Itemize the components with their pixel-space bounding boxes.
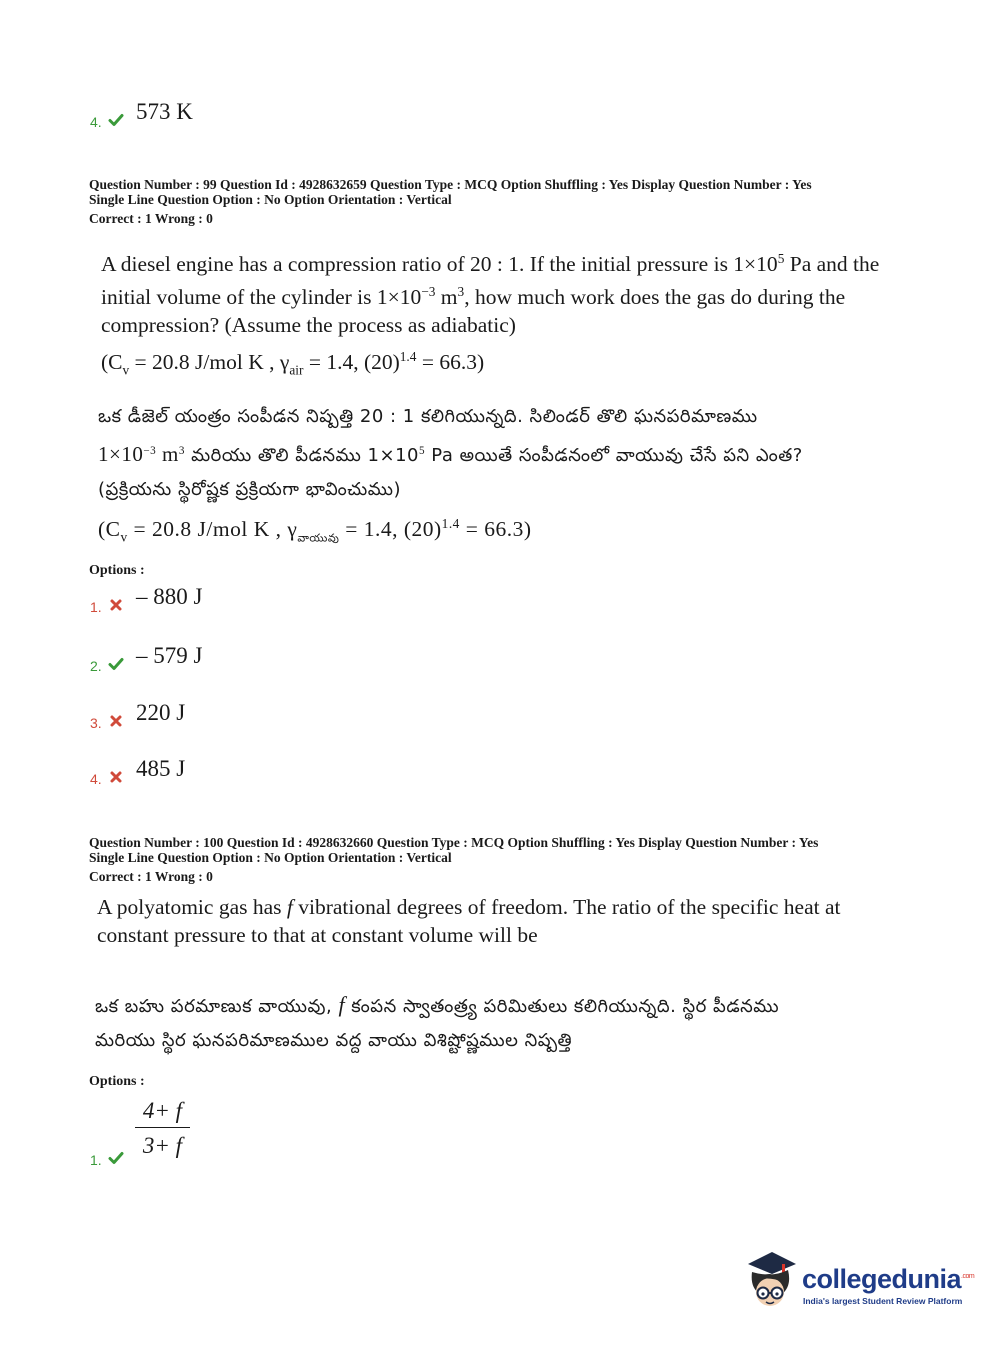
question-formula: ($C_v = 20.8$ J/mol K , $\gamma_{air} = 1.4$, $(20)^{1.4} = 66.3$) xyxy=(101,349,485,378)
question-line: compression? (Assume the process as adiabatic) xyxy=(101,313,516,338)
option-fraction xyxy=(135,1096,190,1161)
option-row xyxy=(90,575,202,615)
question-meta-line: Single Line Question Option : No Option Orientation : Vertical xyxy=(89,192,452,207)
question-text-telugu xyxy=(95,988,895,1058)
cross-icon xyxy=(108,597,124,613)
cross-icon xyxy=(108,713,124,729)
question-text-english xyxy=(97,893,897,949)
option-number: 3. xyxy=(90,715,102,731)
question-meta-line: Question Number : 100 Question Id : 4928632660 Question Type : MCQ Option Shuffling : Yes Display Question Number : Yes xyxy=(89,835,819,850)
fraction-denominator: 3+ f xyxy=(142,1133,183,1158)
question-line: $1\times 10^{-3}$ $m^3$ మరియు తొలి పీడనము $1\times 10^5$ Pa అయితే సంపీడనంలో వాయువు చేసే పని ఎంత? xyxy=(98,442,803,466)
collegedunia-logo xyxy=(742,1250,975,1314)
logo-wordmark: collegedunia$^{.com}$ xyxy=(802,1264,975,1294)
check-icon xyxy=(108,656,124,672)
option-value: 485 J xyxy=(136,756,186,781)
question-line: ఒక బహు పరమాణుక వాయువు, f కంపన స్వాతంత్ర్య పరిమితులు కలిగియున్నది. స్థిర పీడనము xyxy=(95,992,780,1017)
mascot-icon xyxy=(742,1250,798,1312)
question-line: ఒక డీజెల్ యంత్రం సంపీడన నిష్పత్తి 20 : 1 కలిగియున్నది. సిలిండర్ తొలి ఘనపరిమాణము xyxy=(98,406,758,427)
option-number: 2. xyxy=(90,658,102,674)
options-label: Options : xyxy=(89,563,145,578)
question-text-english xyxy=(101,245,901,385)
cross-icon xyxy=(108,769,124,785)
question-score-line: Correct : 1 Wrong : 0 xyxy=(89,211,213,226)
question-formula: ($C_v = 20.8$ J/mol K , $\gamma_{వాయువు} = 1.4$, $(20)^{1.4} = 66.3$) xyxy=(98,516,532,545)
check-icon xyxy=(108,1150,124,1166)
question-score-line: Correct : 1 Wrong : 0 xyxy=(89,869,213,884)
question-line: (ప్రక్రియను స్థిరోష్ణక ప్రక్రియగా భావించుము) xyxy=(98,479,401,500)
option-number: 4. xyxy=(90,114,102,130)
option-number: 1. xyxy=(90,1152,102,1168)
option-value: – 579 J xyxy=(136,643,203,668)
question-line: మరియు స్థిర ఘనపరిమాణముల వద్ద వాయు విశిష్టోష్ణముల నిష్పత్తి xyxy=(95,1030,573,1051)
question-line: A polyatomic gas has f vibrational degrees of freedom. The ratio of the specific heat at xyxy=(97,895,841,919)
option-number: 4. xyxy=(90,771,102,787)
option-row xyxy=(90,90,193,130)
question-line: initial volume of the cylinder is $1\times 10^{-3}$ $m^3$, how much work does the gas do during the xyxy=(101,284,846,310)
question-text-telugu xyxy=(98,400,898,555)
option-row xyxy=(90,1096,230,1172)
fraction-bar xyxy=(135,1127,190,1128)
question-meta-line: Question Number : 99 Question Id : 4928632659 Question Type : MCQ Option Shuffling : Yes Display Question Number : Yes xyxy=(89,177,812,192)
question-line: constant pressure to that at constant volume will be xyxy=(97,923,538,947)
option-row xyxy=(90,747,185,787)
option-value: 220 J xyxy=(136,700,186,725)
option-row xyxy=(90,634,202,674)
option-value: – 880 J xyxy=(136,584,203,609)
option-row xyxy=(90,691,185,731)
option-value: 573 K xyxy=(136,99,193,124)
question-line: A diesel engine has a compression ratio of 20 : 1. If the initial pressure is $1\times 10^5$ Pa and the xyxy=(101,251,880,277)
options-label: Options : xyxy=(89,1074,145,1089)
fraction-numerator: 4+ f xyxy=(142,1098,183,1123)
option-number: 1. xyxy=(90,599,102,615)
check-icon xyxy=(108,112,124,128)
question-meta-line: Single Line Question Option : No Option Orientation : Vertical xyxy=(89,850,452,865)
logo-tagline: India's largest Student Review Platform xyxy=(803,1296,963,1306)
